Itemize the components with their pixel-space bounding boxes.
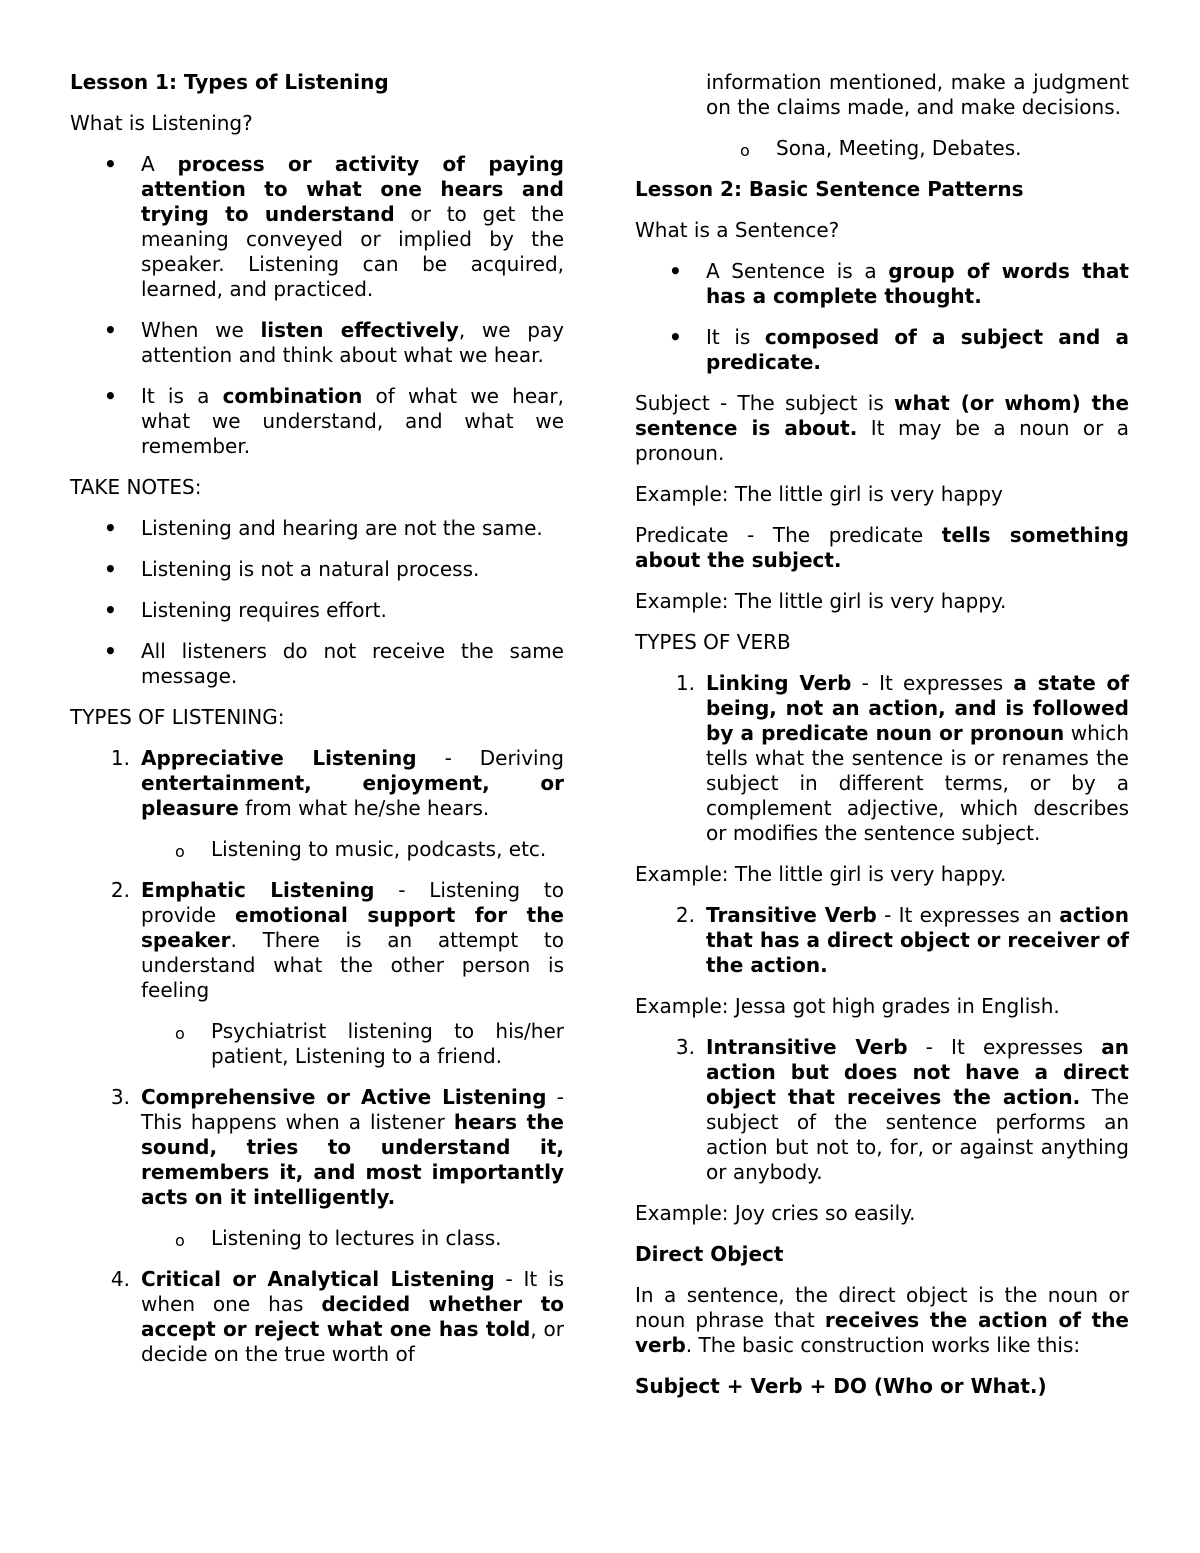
- bold-text: Critical or Analytical Listening: [141, 1267, 495, 1291]
- bullet-item: [635, 325, 1129, 375]
- text-run: - It expresses: [907, 1035, 1102, 1059]
- bullet-item: [70, 557, 564, 582]
- lesson2-title: Lesson 2: Basic Sentence Patterns: [635, 177, 1024, 201]
- take-notes-label: TAKE NOTES:: [70, 475, 202, 499]
- text-run: . There is an attempt to understand what the other person is feeling: [141, 928, 564, 1002]
- text-run: of what we hear, what we understand, and what we remember.: [141, 384, 565, 458]
- bold-text: composed of a subject and a predicate.: [706, 325, 1129, 374]
- bullet-marker: •: [104, 152, 117, 176]
- bold-text: Intransitive Verb: [706, 1035, 908, 1059]
- bold-text: what (or whom) the sentence is about.: [635, 391, 1130, 440]
- bold-text: tells something about the subject.: [635, 523, 1129, 572]
- bold-text: Emphatic Listening: [141, 878, 375, 902]
- bold-text: hears the sound, tries to understand it, remembers it, and most importantly acts on it intelligently.: [141, 1110, 564, 1209]
- sub-bullet-marker: o: [175, 1024, 185, 1043]
- bold-text: decided whether to accept or reject what one has told: [141, 1292, 564, 1341]
- verb-type-item: [635, 671, 1129, 846]
- continued-paragraph: information mentioned, make a judgment on the claims made, and make decisions.: [706, 70, 1129, 119]
- text-run: It may be a noun or a pronoun.: [635, 416, 1129, 465]
- sub-item-text: Psychiatrist listening to his/her patient, Listening to a friend.: [211, 1019, 564, 1068]
- bullet-marker: •: [104, 557, 117, 581]
- formula: Subject + Verb + DO (Who or What.): [635, 1374, 1047, 1398]
- direct-object-heading: Direct Object: [635, 1242, 784, 1266]
- bold-text: Comprehensive or Active Listening: [141, 1085, 547, 1109]
- verb-type-item: [635, 903, 1129, 978]
- item-number: 1.: [110, 746, 130, 770]
- text-run: In a sentence, the direct object is the noun or noun phrase that: [635, 1283, 1129, 1332]
- bullet-item: [70, 152, 564, 302]
- predicate-definition: [635, 523, 1129, 573]
- item-number: 2.: [675, 903, 695, 927]
- bullet-marker: •: [669, 259, 682, 283]
- bullet-marker: •: [104, 639, 117, 663]
- text-run: Predicate - The predicate: [635, 523, 942, 547]
- verb-example: Example: The little girl is very happy.: [635, 862, 1007, 886]
- bold-text: process or activity of paying attention to what one hears and trying to understand: [141, 152, 565, 226]
- text-run: Subject - The subject is: [635, 391, 895, 415]
- bold-text: action that has a direct object or receiver of the action.: [706, 903, 1130, 977]
- subject-definition: [635, 391, 1129, 466]
- listening-type-item: [70, 878, 564, 1003]
- bold-text: Linking Verb: [706, 671, 852, 695]
- text-run: It is: [706, 325, 765, 349]
- text-run: - It expresses an: [876, 903, 1060, 927]
- bullet-marker: •: [669, 325, 682, 349]
- lesson1-title: Lesson 1: Types of Listening: [70, 70, 389, 94]
- item-number: 2.: [110, 878, 130, 902]
- text-run: , we pay attention and think about what we hear.: [141, 318, 564, 367]
- text-run: - This happens when a listener: [141, 1085, 564, 1134]
- bold-text: a state of being, not an action, and is followed by a predicate noun or pronoun: [706, 671, 1130, 745]
- bullet-item: [635, 259, 1129, 309]
- definition-list: [70, 152, 564, 459]
- bold-text: group of words that has a complete thought.: [706, 259, 1129, 308]
- bold-text: Appreciative Listening: [141, 746, 417, 770]
- bold-text: emotional support for the speaker: [141, 903, 564, 952]
- direct-object-definition: [635, 1283, 1129, 1358]
- bold-text: entertainment, enjoyment, or pleasure: [141, 771, 564, 820]
- bold-text: Transitive Verb: [706, 903, 877, 927]
- text-run: - It is when one has: [141, 1267, 564, 1316]
- bullet-item: [70, 516, 564, 541]
- bullet-text: Listening and hearing are not the same.: [141, 516, 543, 540]
- sub-bullet-marker: o: [175, 842, 185, 861]
- text-run: from what he/she hears.: [238, 796, 490, 820]
- right-column: [635, 70, 1129, 1415]
- text-run: - Listening to provide: [141, 878, 564, 927]
- text-run: A: [141, 152, 178, 176]
- types-of-listening-heading: TYPES OF LISTENING:: [70, 705, 285, 729]
- bullet-item: [70, 384, 564, 459]
- sentence-list: [635, 259, 1129, 375]
- text-run: The subject of the sentence performs an action but not to, for, or against anything or anybody.: [706, 1085, 1130, 1184]
- item-number: 3.: [110, 1085, 130, 1109]
- continued-example: o Sona, Meeting, Debates.: [635, 136, 1129, 161]
- text-run: It is a: [141, 384, 223, 408]
- bold-text: receives the action of the verb: [635, 1308, 1129, 1357]
- listening-type-item: [70, 1267, 564, 1367]
- listening-type-item: [70, 746, 564, 821]
- item-number: 1.: [675, 671, 695, 695]
- bullet-marker: •: [104, 318, 117, 342]
- bullet-item: [70, 318, 564, 368]
- verb-example: Example: Joy cries so easily.: [635, 1201, 916, 1225]
- bullet-marker: •: [104, 598, 117, 622]
- bullet-item: [70, 598, 564, 623]
- text-run: or to get the meaning conveyed or implied by the speaker. Listening can be acquired, learned, and practiced.: [141, 202, 564, 301]
- bullet-text: All listeners do not receive the same message.: [141, 639, 564, 688]
- verb-example: Example: Jessa got high grades in English.: [635, 994, 1060, 1018]
- bold-text: listen effectively: [260, 318, 459, 342]
- bullet-text: Listening requires effort.: [141, 598, 387, 622]
- bullet-item: [70, 639, 564, 689]
- sub-item-text: Listening to music, podcasts, etc.: [211, 837, 547, 861]
- text-run: , or decide on the true worth of: [141, 1317, 564, 1366]
- sub-item-text: Listening to lectures in class.: [211, 1226, 502, 1250]
- verb-type-item: [635, 1035, 1129, 1185]
- example-sub-item: [70, 837, 564, 862]
- bullet-text: Listening is not a natural process.: [141, 557, 480, 581]
- text-run: A Sentence is a: [706, 259, 889, 283]
- example-sub-item: [70, 1226, 564, 1251]
- notes-list: [70, 516, 564, 689]
- bold-text: combination: [222, 384, 363, 408]
- text-run: - Deriving: [416, 746, 564, 770]
- bullet-marker: •: [104, 384, 117, 408]
- item-number: 4.: [110, 1267, 130, 1291]
- listening-type-item: [70, 1085, 564, 1210]
- text-run: which tells what the sentence is or renames the subject in different terms, or by a complement adjective, which describes or modifies the sentence subject.: [706, 721, 1129, 845]
- what-is-sentence-label: What is a Sentence?: [635, 218, 840, 242]
- item-number: 3.: [675, 1035, 695, 1059]
- bullet-marker: •: [104, 516, 117, 540]
- left-column: [70, 70, 564, 1383]
- bold-text: an action but does not have a direct object that receives the action.: [706, 1035, 1129, 1109]
- example-subject: Example: The little girl is very happy: [635, 482, 1003, 506]
- text-run: . The basic construction works like this:: [685, 1333, 1081, 1357]
- listening-types-list: [70, 746, 564, 1367]
- example-sub-item: [70, 1019, 564, 1069]
- types-of-verb-heading: TYPES OF VERB: [635, 630, 791, 654]
- what-is-listening-label: What is Listening?: [70, 111, 253, 135]
- text-run: - It expresses: [851, 671, 1014, 695]
- sub-bullet-marker: o: [740, 141, 750, 160]
- text-run: When we: [141, 318, 261, 342]
- sub-bullet-marker: o: [175, 1231, 185, 1250]
- example-predicate: Example: The little girl is very happy.: [635, 589, 1007, 613]
- verb-types-list: [635, 671, 1129, 1226]
